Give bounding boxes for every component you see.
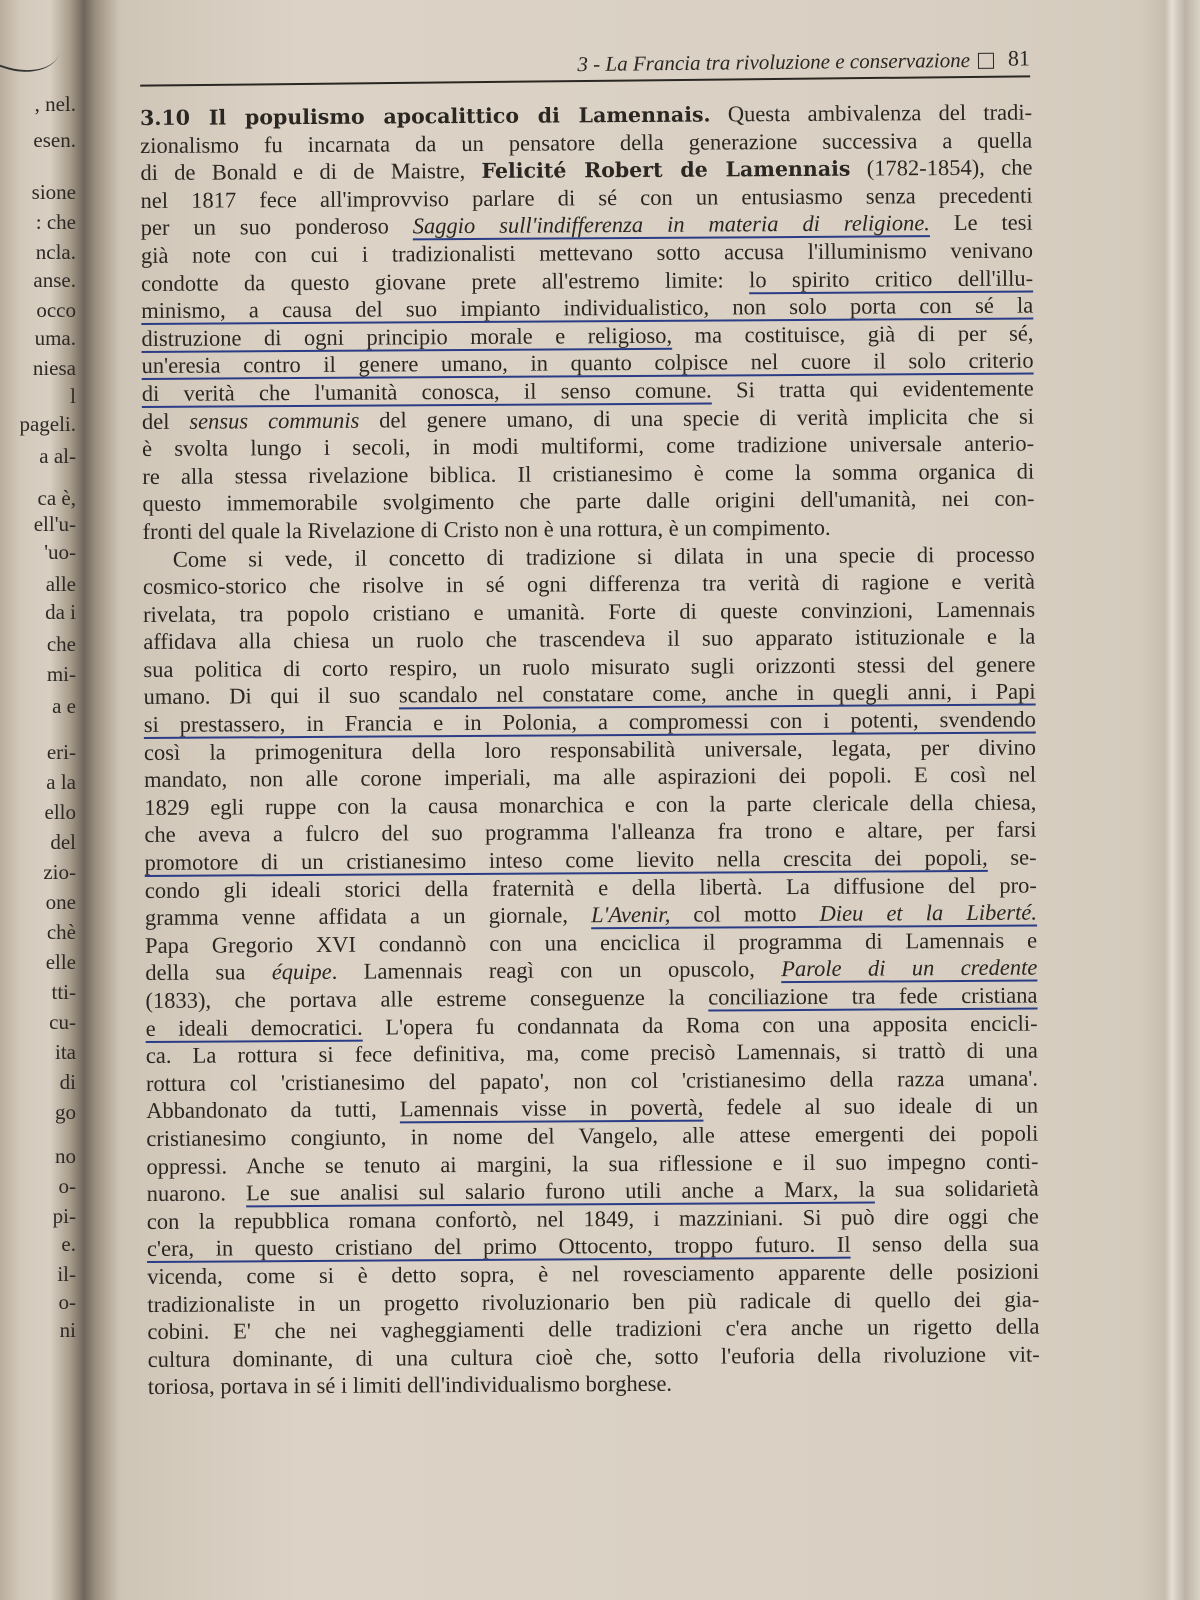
margin-fragment: l (70, 384, 76, 408)
text-line (142, 485, 1034, 518)
text-run: Questa ambivalenza del tradi- (710, 99, 1033, 127)
text-run: mandato, non alle corone imperiali, ma alle aspirazioni dei popoli. E così nel (144, 761, 1037, 793)
underlined-text: Saggio sull'indifferenza in materia di religione. (412, 210, 930, 239)
text-run: Come si vede, il concetto di tradizione si dilata in una specie di processo (172, 541, 1035, 572)
text-run: con la repubblica romana confortò, nel 1849, i mazziniani. Si può dire oggi che (146, 1203, 1039, 1234)
text-line (148, 1368, 1040, 1401)
text-run: nel 1817 fece all'improvviso parlare di sé con un entusiasmo senza precedenti (140, 182, 1033, 213)
margin-fragment: zio- (43, 860, 76, 884)
underlined-text: minismo, a causa del suo impianto individualistico, non solo porta con sé la (141, 292, 1034, 324)
text-run: del genere umano, di una specie di verità implicita che si (359, 403, 1034, 433)
margin-fragment: : che (35, 210, 76, 234)
page-number: 81 (1007, 45, 1031, 71)
text-run: affidava alla chiesa un ruolo che trascendeva il suo apparato istituzionale e la (143, 623, 1036, 655)
text-run: fedele al suo ideale di un (703, 1092, 1039, 1120)
margin-fragment: one (45, 890, 76, 914)
text-run: se- (987, 844, 1037, 870)
underlined-text: un'eresia contro il genere umano, in quanto colpisce nel cuore il solo criterio (141, 347, 1034, 379)
margin-fragment: il- (57, 1262, 76, 1286)
margin-fragment: ell'u- (33, 512, 76, 536)
text-run: nuarono. (146, 1180, 247, 1207)
bold-text: 3.10 Il populismo apocalittico di Lamennais. (140, 102, 711, 130)
text-run: gramma venne affidata a un giornale, (144, 902, 592, 931)
margin-fragment: o- (58, 1290, 76, 1314)
text-run: vicenda, come si è detto sopra, è nel rovesciamento apparente delle posizioni (147, 1258, 1040, 1289)
text-run: già note con cui i tradizionalisti mettevano sotto accusa l'illuminismo venivano (140, 237, 1033, 268)
text-run: condotte da questo giovane prete all'estremo limite: (141, 266, 750, 296)
margin-fragment: elle (45, 950, 76, 974)
body-text (140, 99, 1040, 1401)
running-header (140, 43, 1030, 86)
underlined-text: col motto (670, 901, 820, 927)
underlined-text: e ideali democratici. (145, 1014, 363, 1041)
header-rule (140, 75, 1030, 86)
running-title: 3 - La Francia tra rivoluzione e conservazione (577, 47, 971, 77)
margin-fragment: da i (45, 600, 76, 624)
margin-fragment: ello (44, 800, 76, 824)
underlined-text: Lamennais visse in povertà, (399, 1094, 704, 1122)
text-run: questo immemorabile svolgimento che parte dalle origini dell'umanità, nei con- (142, 485, 1035, 517)
underlined-text: Dieu et la Liberté. (819, 899, 1038, 927)
text-run: cultura dominante, di una cultura cioè che, sotto l'euforia della rivoluzione vit- (147, 1341, 1040, 1372)
margin-fragment: , nel. (34, 92, 76, 116)
text-run: ma costituisce, già di per sé, (672, 320, 1034, 348)
margin-fragment: ca è, (37, 486, 76, 510)
margin-fragment: che (46, 632, 76, 656)
left-page-header-rule (0, 9, 66, 83)
margin-fragment: di (59, 1070, 76, 1094)
text-run: rottura col 'cristianesimo del papato', non col 'cristianesimo della razza umana'. (145, 1065, 1039, 1096)
underlined-text: lo spirito critico dell'illu- (749, 265, 1034, 292)
text-run: sua solidarietà (874, 1175, 1039, 1202)
underlined-text: di verità che l'umanità conosca, il senso comune. (141, 377, 712, 406)
underlined-text: scandalo nel constatare come, anche in quegli anni, i Papi (398, 679, 1036, 708)
underlined-text: si prestassero, in Francia e in Polonia, a compromessi con i potenti, svendendo (143, 706, 1036, 738)
margin-fragment: a la (46, 770, 76, 794)
text-run: di de Bonald e di de Maistre, (140, 158, 482, 186)
underlined-text: L'Avenir, (591, 901, 671, 928)
text-run: 1829 egli ruppe con la causa monarchica e con la parte clericale della chiesa, (144, 789, 1037, 820)
text-run: rivelata, tra popolo cristiano e umanità. Forte di queste convinzioni, Lamennais (143, 596, 1036, 627)
margin-fragment: go (55, 1100, 76, 1124)
text-run: zionalismo fu incarnata da un pensatore della generazione successiva a quella (140, 127, 1033, 158)
text-run: . Lamennais reagì con un opuscolo, (331, 956, 782, 985)
margin-fragment: niesa (32, 356, 76, 380)
margin-fragment: eri- (46, 740, 76, 764)
text-run: tradizionaliste in un progetto rivoluzionario ben più radicale di quello dei gia- (147, 1286, 1040, 1317)
margin-fragment: tti- (51, 980, 76, 1004)
margin-fragment: anse. (33, 268, 76, 292)
text-run: (1833), che portava alle estreme conseguenze la (145, 984, 709, 1013)
text-run: cristianesimo congiunto, in nome del Vangelo, alle attese emergenti dei popoli (146, 1120, 1039, 1151)
margin-fragment: e. (61, 1232, 76, 1256)
margin-fragment: ita (55, 1040, 76, 1064)
margin-fragment: alle (45, 572, 76, 596)
text-run: Papa Gregorio XVI condannò con una enciclica il programma di Lamennais e (145, 927, 1038, 958)
underlined-text: Parole di un credente (781, 954, 1038, 982)
text-run: ca. La rottura si fece definitiva, ma, come precisò Lamennais, si trattò di una (145, 1037, 1038, 1069)
margin-fragment: occo (36, 298, 76, 322)
text-run: che aveva a fulcro del suo programma l'alleanza fra trono e altare, per farsi (144, 816, 1037, 848)
text-run: umano. Di qui il suo (143, 682, 399, 710)
margin-fragment: o- (58, 1174, 76, 1198)
text-run: sua politica di corto respiro, un ruolo misurato sugli orizzonti stessi del genere (143, 651, 1036, 682)
text-run: della sua (145, 959, 272, 986)
text-run: Abbandonato da tutti, (146, 1096, 400, 1124)
left-page-fragment (0, 0, 80, 1600)
text-run: cobini. E' che nei vagheggiamenti delle tradizioni c'era anche un rigetto della (147, 1313, 1040, 1345)
text-run: condo gli ideali storici della fraternità e della libertà. La diffusione del pro- (144, 872, 1037, 903)
margin-fragment: esen. (33, 128, 76, 152)
text-run: è svolta lungo i secoli, in modi multiformi, come tradizione universale anterio- (142, 430, 1035, 462)
underlined-text: c'era, in questo cristiano del primo Ottocento, troppo futuro. Il (146, 1232, 851, 1262)
margin-fragment: pageli. (19, 412, 76, 436)
margin-fragment: a al- (39, 444, 76, 468)
text-run: cosmico-storico che risolve in sé ogni differenza tra verità di ragione e verità (142, 568, 1036, 600)
text-run: oppressi. Anche se tenuto ai margini, la sua riflessione e il suo impegno conti- (146, 1148, 1039, 1179)
margin-fragment: ni (59, 1318, 76, 1342)
margin-fragment: del (50, 830, 76, 854)
text-run: re alla stessa rivelazione biblica. Il cristianesimo è come la somma organica di (142, 458, 1035, 489)
underlined-text: promotore di un cristianesimo inteso come lievito nella crescita dei popoli, (144, 844, 988, 876)
text-run: per un suo ponderoso (140, 213, 413, 241)
underlined-text: conciliazione tra fede cristiana (708, 982, 1038, 1010)
italic-text: sensus communis (189, 407, 360, 434)
text-run: senso della sua (850, 1230, 1040, 1258)
square-ornament-icon (978, 53, 994, 69)
text-run: del (141, 408, 190, 434)
underlined-text: Le sue analisi sul salario furono utili anche a Marx, la (246, 1176, 875, 1206)
margin-fragment: chè (46, 920, 76, 944)
margin-fragment: cu- (49, 1010, 76, 1034)
text-run: Si tratta qui evidentemente (711, 375, 1034, 403)
text-run: toriosa, portava in sé i limiti dell'individualismo borghese. (147, 1371, 673, 1400)
text-run: L'opera fu condannata da Roma con una apposita encicli- (362, 1010, 1038, 1040)
margin-fragment: ncla. (35, 240, 76, 264)
underlined-text: distruzione di ogni principio morale e religioso, (141, 322, 673, 351)
text-line (148, 1340, 1040, 1373)
text-run: (1782-1854), che (850, 154, 1033, 181)
margin-fragment: mi- (46, 662, 76, 686)
text-run: così la primogenitura della loro responsabilità universale, legata, per divino (143, 734, 1037, 765)
margin-fragment: pi- (52, 1204, 76, 1228)
margin-fragment: uma. (34, 326, 76, 350)
bold-text: Felicité Robert de Lamennais (481, 156, 851, 184)
margin-fragment: a e (52, 694, 76, 718)
italic-text: équipe (271, 959, 332, 985)
text-run: Le tesi (929, 209, 1033, 236)
margin-fragment: no (55, 1144, 76, 1168)
margin-fragment: sione (31, 180, 76, 204)
margin-fragment: 'uo- (44, 540, 76, 564)
text-run: fronti del quale la Rivelazione di Cristo non è una rottura, è un compimento. (142, 514, 831, 544)
